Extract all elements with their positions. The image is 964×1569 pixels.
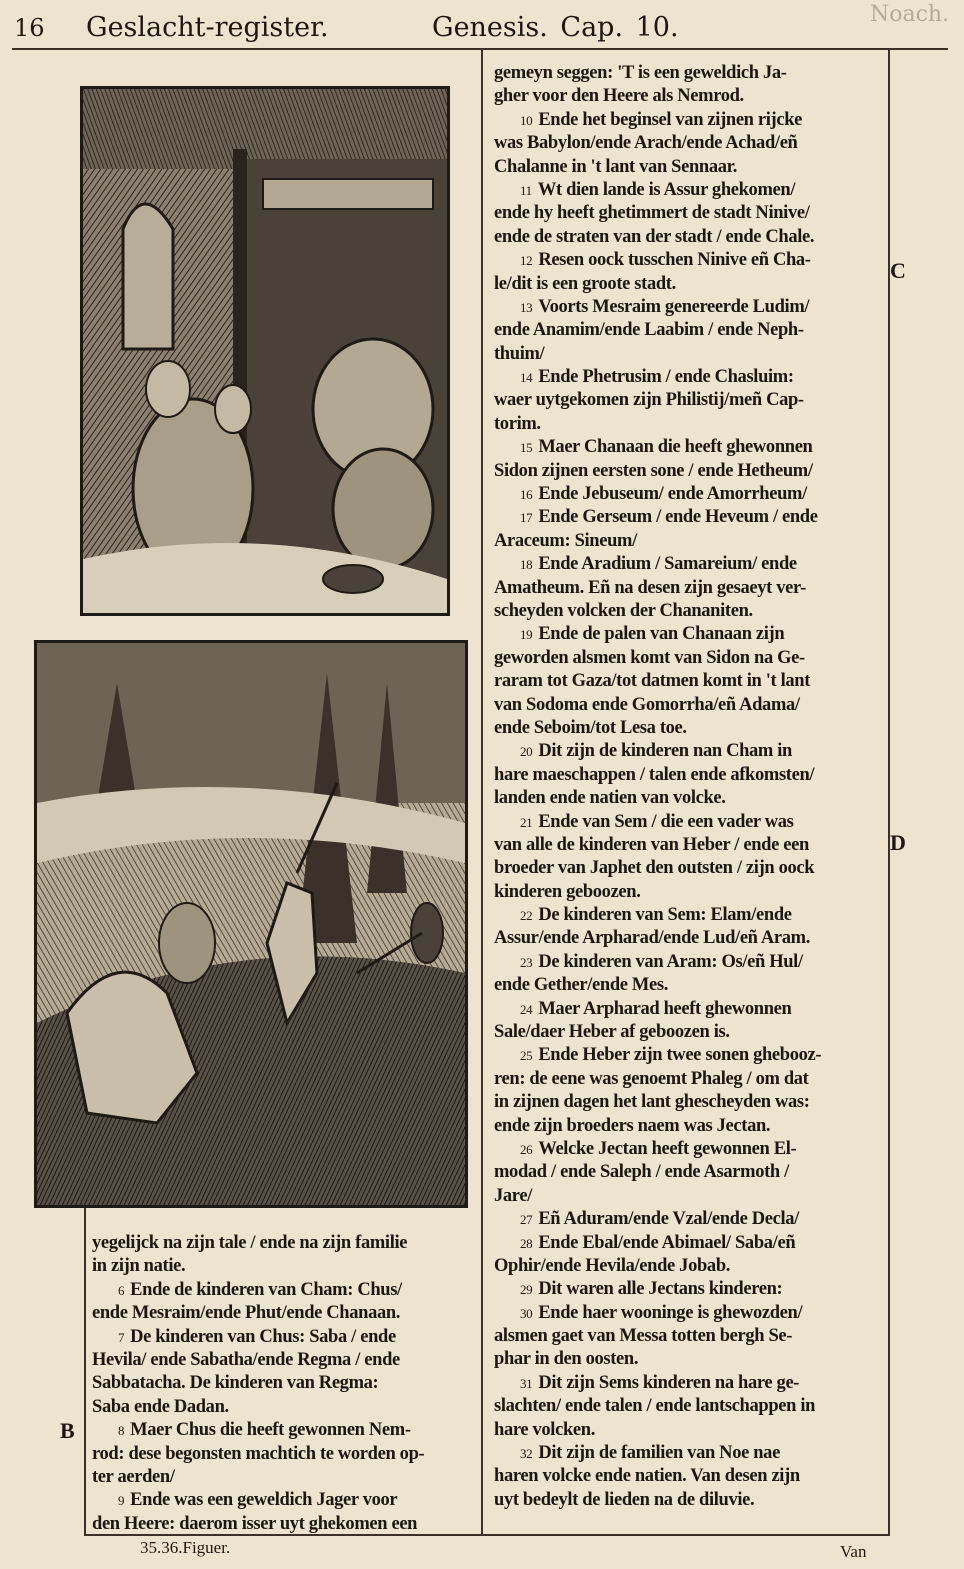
line-text: ren: de eene was genoemt Phaleg / om dat (494, 1068, 809, 1089)
text-line (494, 483, 886, 506)
line-text: rod: dese begonsten machtich te worden op- (92, 1443, 425, 1464)
text-line (494, 764, 886, 787)
text-line (92, 1255, 474, 1278)
text-line (92, 1443, 474, 1466)
line-text: Ende de palen van Chanaan zijn (538, 624, 785, 645)
verse-number: 17 (520, 510, 533, 526)
verse-number: 23 (520, 954, 533, 970)
line-text: ende Seboim/tot Lesa toe. (494, 717, 687, 738)
line-text: Dit zijn de familien van Noe nae (538, 1443, 780, 1464)
verse-number: 19 (520, 627, 533, 643)
text-line (494, 1489, 886, 1512)
line-text: in zijnen dagen het lant ghescheyden was: (494, 1092, 810, 1113)
line-text: van Sodoma ende Gomorrha/eñ Adama/ (494, 694, 800, 715)
text-line (92, 1419, 474, 1442)
text-line (494, 1442, 886, 1465)
text-line (494, 1278, 886, 1301)
line-text: hare maeschappen / talen ende afkomsten/ (494, 764, 815, 785)
line-text: thuim/ (494, 343, 545, 364)
verse-number: 16 (520, 487, 533, 503)
text-line (494, 1091, 886, 1114)
line-text: ende Mesraim/ende Phut/ende Chanaan. (92, 1303, 401, 1324)
line-text: was Babylon/ende Arach/ende Achad/eñ (494, 133, 798, 154)
text-line (494, 530, 886, 553)
line-text: Dit zijn de kinderen nan Cham in (538, 741, 792, 762)
text-line (494, 132, 886, 155)
text-line (92, 1326, 474, 1349)
text-line (494, 343, 886, 366)
page-number: 16 (14, 14, 45, 42)
text-line (494, 389, 886, 412)
verse-number: 12 (520, 253, 533, 269)
column-divider (481, 50, 483, 1536)
line-text: ende zijn broeders naem was Jectan. (494, 1115, 771, 1136)
verse-number: 10 (520, 112, 533, 128)
line-text: uyt bedeylt de lieden na de diluvie. (494, 1489, 755, 1510)
line-text: modad / ende Saleph / ende Asarmoth / (494, 1162, 789, 1183)
text-line (494, 62, 886, 85)
line-text: alsmen gaet van Messa totten bergh Se- (494, 1326, 793, 1347)
verse-number: 30 (520, 1305, 533, 1321)
line-text: Ende Ebal/ende Abimael/ Saba/eñ (538, 1232, 796, 1253)
verse-number: 26 (520, 1141, 533, 1157)
verse-number: 14 (520, 370, 533, 386)
line-text: raram tot Gaza/tot datmen komt in 't lant (494, 671, 811, 692)
text-line (494, 647, 886, 670)
line-text: Ende de kinderen van Cham: Chus/ (130, 1279, 402, 1300)
line-text: ende Gether/ende Mes. (494, 975, 669, 996)
catchword: Van (840, 1542, 867, 1561)
line-text: Sabbatacha. De kinderen van Regma: (92, 1373, 379, 1394)
line-text: van alle de kinderen van Heber / ende een (494, 834, 809, 855)
text-line (92, 1232, 474, 1255)
line-text: Hevila/ ende Sabatha/ende Regma / ende (92, 1349, 400, 1370)
text-line (494, 623, 886, 646)
line-text: Ende van Sem / die een vader was (538, 811, 794, 832)
line-text: Jare/ (494, 1185, 532, 1206)
woodcut-birth-scene (80, 86, 450, 616)
line-text: Maer Arpharad heeft ghewonnen (538, 998, 792, 1019)
verse-number: 20 (520, 744, 533, 760)
margin-letter-b: B (60, 1418, 75, 1443)
text-line (92, 1396, 474, 1419)
line-text: Sidon zijnen eersten sone / ende Hetheum/ (494, 460, 813, 481)
verse-number: 28 (520, 1235, 533, 1251)
text-line (494, 1372, 886, 1395)
text-line (494, 881, 886, 904)
line-text: le/dit is een groote stadt. (494, 273, 676, 294)
text-line (494, 179, 886, 202)
verse-number: 31 (520, 1375, 533, 1391)
text-line (494, 1395, 886, 1418)
verse-number: 13 (520, 299, 533, 315)
line-text: Saba ende Dadan. (92, 1396, 229, 1417)
text-line (494, 413, 886, 436)
line-text: ende Anamim/ende Laabim / ende Neph- (494, 320, 804, 341)
verse-number: 27 (520, 1212, 533, 1228)
line-text: slachten/ ende talen / ende lantschappen in (494, 1396, 816, 1417)
text-line (494, 577, 886, 600)
text-line (92, 1279, 474, 1302)
line-text: De kinderen van Sem: Elam/ende (538, 905, 792, 926)
line-text: Ende Gerseum / ende Heveum / ende (538, 507, 818, 528)
verse-number: 32 (520, 1446, 533, 1462)
line-text: in zijn natie. (92, 1256, 186, 1277)
margin-letter-d: D (890, 830, 906, 855)
line-text: Voorts Mesraim genereerde Ludim/ (538, 296, 810, 317)
text-line (494, 1302, 886, 1325)
verse-number: 11 (520, 182, 532, 198)
line-text: Resen oock tusschen Ninive eñ Cha- (538, 250, 811, 271)
line-text: Ende het beginsel van zijnen rijcke (538, 109, 803, 130)
text-line (494, 1465, 886, 1488)
line-text: Amatheum. Eñ na desen zijn gesaeyt ver- (494, 577, 806, 598)
line-text: Araceum: Sineum/ (494, 530, 637, 551)
text-line (494, 553, 886, 576)
text-line (92, 1513, 474, 1536)
text-line (494, 1255, 886, 1278)
text-line (92, 1489, 474, 1512)
line-text: Chalanne in 't lant van Sennaar. (494, 156, 738, 177)
line-text: Maer Chanaan die heeft ghewonnen (538, 437, 813, 458)
text-line (494, 787, 886, 810)
text-line (494, 85, 886, 108)
text-line (494, 1161, 886, 1184)
text-line (494, 506, 886, 529)
text-line (494, 273, 886, 296)
line-text: De kinderen van Chus: Saba / ende (130, 1326, 396, 1347)
text-line (494, 834, 886, 857)
line-text: Dit waren alle Jectans kinderen: (538, 1279, 783, 1300)
text-line (494, 436, 886, 459)
text-line (494, 811, 886, 834)
line-text: haren volcke ende natien. Van desen zijn (494, 1466, 800, 1487)
line-text: broeder van Japhet den outsten / zijn oock (494, 858, 815, 879)
text-line (494, 857, 886, 880)
running-head-left: Geslacht-register. (86, 12, 329, 43)
line-text: Dit zijn Sems kinderen na hare ge- (538, 1372, 800, 1393)
verse-number: 7 (118, 1329, 125, 1345)
line-text: yegelijck na zijn tale / ende na zijn familie (92, 1233, 408, 1253)
text-line (494, 319, 886, 342)
verse-number: 6 (118, 1282, 125, 1298)
text-line (494, 1419, 886, 1442)
woodcut-hunting-scene-art (37, 643, 465, 1205)
text-line (494, 202, 886, 225)
right-text-column (494, 62, 886, 1512)
text-line (494, 366, 886, 389)
line-text: Ophir/ende Hevila/ende Jobab. (494, 1255, 731, 1276)
line-text: Welcke Jectan heeft gewonnen El- (538, 1138, 797, 1159)
line-text: Ende haer wooninge is ghewozden/ (538, 1302, 803, 1323)
text-line (494, 1348, 886, 1371)
verse-number: 25 (520, 1048, 533, 1064)
line-text: Wt dien lande is Assur ghekomen/ (537, 179, 796, 200)
line-text: phar in den oosten. (494, 1349, 639, 1370)
text-line (494, 740, 886, 763)
bleed-through-text: Noach. (870, 2, 950, 27)
line-text: Ende Aradium / Samareium/ ende (538, 554, 797, 575)
line-text: Assur/ende Arpharad/ende Lud/eñ Aram. (494, 928, 810, 949)
text-line (494, 460, 886, 483)
text-line (494, 717, 886, 740)
text-line (494, 109, 886, 132)
text-line (494, 1044, 886, 1067)
line-text: kinderen geboozen. (494, 881, 641, 902)
line-text: Ende was een geweldich Jager voor (130, 1490, 398, 1511)
line-text: Eñ Aduram/ende Vzal/ende Decla/ (538, 1209, 799, 1230)
woodcut-hunting-scene (34, 640, 468, 1208)
line-text: Ende Jebuseum/ ende Amorrheum/ (538, 484, 807, 505)
running-head-right: Genesis. Cap. 10. (432, 12, 679, 43)
text-line (494, 296, 886, 319)
margin-letter-c: C (890, 258, 906, 283)
line-text: waer uytgekomen zijn Philistij/meñ Cap- (494, 390, 804, 411)
text-line (92, 1466, 474, 1489)
verse-number: 29 (520, 1282, 533, 1298)
line-text: ende hy heeft ghetimmert de stadt Ninive/ (494, 203, 810, 224)
line-text: Sale/daer Heber af geboozen is. (494, 1022, 730, 1043)
line-text: Ende Phetrusim / ende Chasluim: (538, 367, 794, 388)
text-line (494, 1232, 886, 1255)
line-text: De kinderen van Aram: Os/eñ Hul/ (538, 951, 803, 972)
line-text: den Heere: daerom isser uyt ghekomen een (92, 1513, 418, 1534)
line-text: scheyden volcken der Chananiten. (494, 600, 753, 621)
text-line (494, 951, 886, 974)
verse-number: 21 (520, 814, 533, 830)
verse-number: 8 (118, 1423, 125, 1439)
text-line (494, 249, 886, 272)
text-line (494, 1208, 886, 1231)
figure-label: 35.36.Figuer. (140, 1538, 231, 1557)
line-text: ende de straten van der stadt / ende Chale. (494, 226, 815, 247)
line-text: ter aerden/ (92, 1466, 175, 1487)
text-line (494, 1115, 886, 1138)
line-text: torim. (494, 413, 541, 434)
verse-number: 22 (520, 908, 533, 924)
text-line (494, 1138, 886, 1161)
text-line (494, 1021, 886, 1044)
header-rule (12, 48, 948, 50)
left-border (84, 1206, 86, 1536)
line-text: landen ende natien van volcke. (494, 788, 726, 809)
verse-number: 15 (520, 440, 533, 456)
text-line (494, 998, 886, 1021)
text-line (494, 670, 886, 693)
line-text: Ende Heber zijn twee sonen ghebooz- (538, 1045, 822, 1066)
line-text: gher voor den Heere als Nemrod. (494, 86, 744, 107)
text-line (92, 1349, 474, 1372)
text-line (494, 1068, 886, 1091)
text-line (92, 1372, 474, 1395)
line-text: gemeyn seggen: 'T is een geweldich Ja- (494, 63, 787, 83)
text-line (494, 904, 886, 927)
line-text: geworden alsmen komt van Sidon na Ge- (494, 647, 805, 668)
text-line (494, 226, 886, 249)
verse-number: 24 (520, 1001, 533, 1017)
text-line (494, 1185, 886, 1208)
verse-number: 9 (118, 1493, 125, 1509)
text-line (92, 1302, 474, 1325)
text-line (494, 600, 886, 623)
text-line (494, 1325, 886, 1348)
line-text: hare volcken. (494, 1419, 595, 1440)
left-text-column (92, 1232, 474, 1536)
woodcut-birth-scene-art (83, 89, 447, 613)
text-line (494, 156, 886, 179)
line-text: Maer Chus die heeft gewonnen Nem- (130, 1420, 411, 1441)
text-line (494, 927, 886, 950)
text-line (494, 694, 886, 717)
verse-number: 18 (520, 557, 533, 573)
text-line (494, 974, 886, 997)
